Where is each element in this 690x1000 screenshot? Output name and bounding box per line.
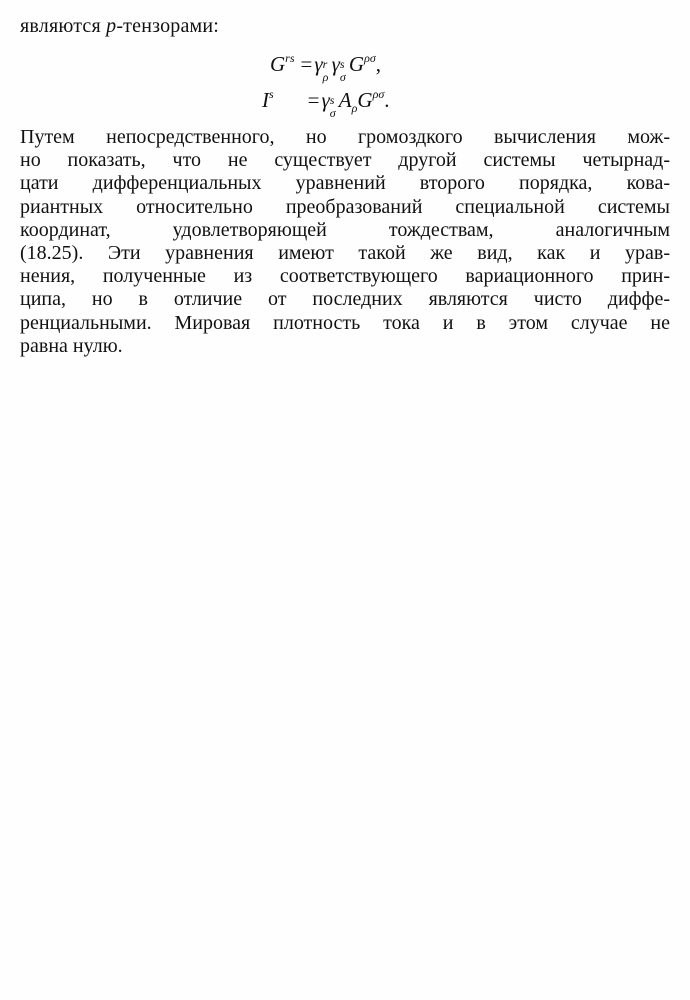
formula-i-s: [262, 87, 390, 121]
formula-1-gamma-2-upper: s: [339, 57, 345, 72]
paragraph-line: нения, полученные из соответствующего вариационного прин-: [20, 265, 670, 288]
formula-2-tail-sup: ρσ: [372, 87, 385, 101]
formula-1-gamma-1: γ: [314, 52, 323, 76]
body-paragraph: [20, 126, 670, 358]
formula-1-gamma-1-indices: [322, 57, 332, 85]
formula-g-rs: [270, 51, 382, 85]
formula-1-lhs-sup: rs: [285, 51, 295, 65]
paragraph-line: ренциальными. Мировая плотность тока и в этом случае не: [20, 311, 670, 334]
formula-1-lhs: G: [270, 52, 286, 76]
formula-1-gamma-1-lower: ρ: [322, 70, 329, 85]
formula-1-gamma-2-lower: σ: [339, 70, 346, 85]
paragraph-line: ципа, но в отличие от последних являются чисто диффе-: [20, 288, 670, 311]
paragraph-line: (18.25). Эти уравнения имеют такой же вид, как и урав-: [20, 242, 670, 265]
formula-2-lhs: I: [262, 88, 269, 112]
formula-2-gamma-lower: σ: [329, 106, 336, 121]
formula-1-tail: G: [348, 52, 365, 76]
lead-variable: p: [106, 15, 117, 37]
lead-line: [20, 14, 219, 38]
paragraph-line: но показать, что не существует другой системы четырнад-: [20, 149, 670, 172]
formula-2-tail: G: [357, 88, 373, 112]
lead-text-after: -тензорами:: [116, 15, 220, 37]
formula-2-equals: =: [307, 88, 320, 112]
formula-1-end: ,: [375, 52, 382, 76]
formula-2-end: .: [384, 88, 390, 112]
formula-1-tail-sup: ρσ: [364, 51, 376, 65]
paragraph-line: цати дифференциальных уравнений второго порядка, кова-: [20, 172, 670, 195]
formula-2-gamma-upper: s: [329, 93, 335, 108]
formula-1-gamma-2: γ: [331, 52, 340, 76]
formula-2-gamma-indices: [329, 93, 339, 121]
lead-text-before: являются: [20, 15, 107, 37]
paragraph-line: координат, удовлетворяющей тождествам, аналогичным: [20, 218, 670, 241]
formula-2-lhs-sup: s: [269, 87, 274, 101]
paragraph-line: Путем непосредственного, но громоздкого вычисления мож-: [20, 126, 670, 148]
formula-2-mid: A: [338, 88, 352, 112]
paragraph-line: риантных относительно преобразований специальной системы: [20, 195, 670, 218]
formula-1-gamma-1-upper: r: [322, 57, 328, 72]
paragraph-line: равна нулю.: [20, 334, 123, 357]
formula-2-mid-sub: ρ: [351, 101, 358, 115]
formula-2-gamma: γ: [321, 88, 330, 112]
formula-1-gamma-2-indices: [339, 57, 349, 85]
formula-1-equals: =: [300, 52, 313, 76]
